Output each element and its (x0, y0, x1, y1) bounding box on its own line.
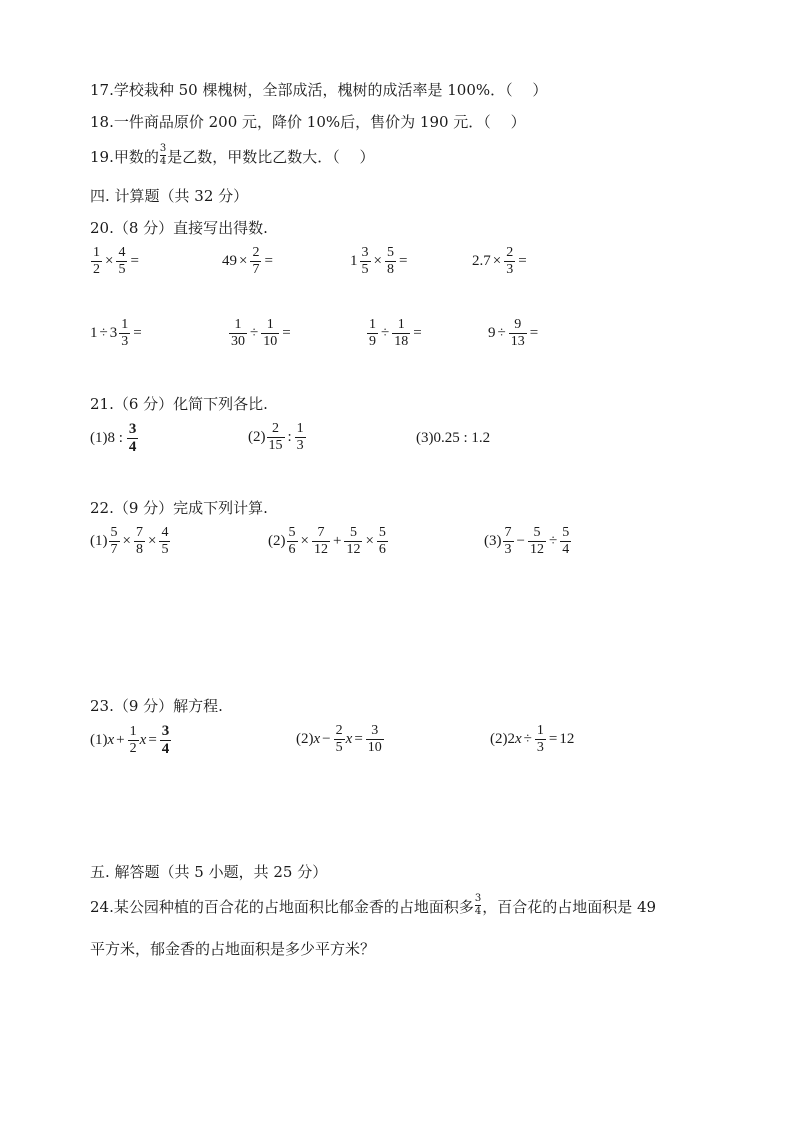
fraction (334, 724, 345, 755)
fraction-numerator: 2 (272, 421, 279, 436)
math-operator: × (122, 533, 131, 549)
math-operator: ÷ (523, 731, 532, 747)
math-token: (2)2 (490, 731, 515, 747)
fraction-denominator: 6 (288, 542, 296, 557)
q20-item-1 (90, 246, 141, 277)
q20-item-3 (350, 246, 409, 277)
q20-item-6 (228, 318, 293, 349)
math-operator: × (492, 253, 502, 269)
q21-part-1 (90, 422, 139, 455)
math-token: (2) (296, 731, 314, 747)
fraction-denominator: 4 (128, 439, 137, 455)
math-operator: × (373, 253, 382, 269)
question-24-suffix: ，百合花的占地面积是 49 (482, 897, 657, 916)
math-operator: ÷ (381, 325, 390, 341)
math-operator: = (413, 325, 422, 341)
fraction-denominator: 30 (231, 334, 245, 349)
math-token: (2) (248, 429, 266, 445)
math-operator: = (133, 325, 142, 341)
math-operator: ÷ (497, 325, 506, 341)
fraction-denominator: 3 (296, 438, 304, 453)
fraction (535, 724, 546, 755)
fraction (367, 318, 378, 349)
q20-item-4 (472, 246, 529, 277)
q20-item-8 (488, 318, 540, 349)
fraction (261, 318, 279, 349)
fraction-denominator: 10 (263, 334, 278, 349)
fraction-numerator: 3 (361, 245, 369, 260)
fraction (295, 422, 306, 453)
math-variable: x (139, 732, 147, 748)
fraction-numerator: 9 (514, 317, 522, 332)
question-22-title: 22.（9 分）完成下列计算. (90, 499, 268, 517)
fraction-numerator: 1 (397, 317, 405, 332)
fraction-denominator: 7 (252, 262, 260, 277)
fraction-denominator: 3 (506, 262, 514, 277)
math-operator: = (398, 253, 408, 269)
math-operator: = (354, 731, 363, 747)
fraction-numerator: 7 (317, 525, 325, 540)
fraction-numerator: 1 (369, 317, 376, 332)
fraction-denominator: 3 (504, 542, 512, 557)
question-17: 17.学校栽种 50 棵槐树，全部成活，槐树的成活率是 100%．（ ） (90, 81, 548, 99)
question-21-title: 21.（6 分）化简下列各比. (90, 395, 268, 413)
fraction-denominator: 2 (129, 741, 137, 756)
math-token: (1) (90, 533, 108, 549)
fraction (109, 526, 120, 557)
fraction (560, 526, 571, 557)
fraction-numerator: 3 (161, 723, 170, 739)
fraction-denominator: 12 (313, 542, 328, 557)
math-operator: = (548, 731, 558, 747)
fraction-numerator: 1 (121, 317, 129, 332)
question-20-title: 20.（8 分）直接写出得数. (90, 219, 268, 237)
math-token: (3)0.25 : 1.2 (416, 430, 491, 446)
math-operator: − (516, 533, 525, 549)
math-token: 1 (350, 253, 358, 269)
math-operator: × (365, 533, 374, 549)
fraction-numerator: 2 (252, 245, 260, 260)
math-token: 1 (90, 325, 98, 341)
fraction-denominator: 4 (562, 542, 570, 557)
math-operator: = (148, 732, 157, 748)
question-23-title: 23.（9 分）解方程. (90, 697, 223, 715)
fraction-numerator: 3 (371, 723, 379, 738)
question-19 (90, 145, 375, 168)
q22-part-2 (268, 526, 389, 557)
math-token: 9 (488, 325, 496, 341)
fraction (159, 526, 170, 557)
fraction-denominator: 4 (159, 156, 167, 167)
math-token: 3 (109, 325, 118, 341)
math-operator: − (322, 731, 331, 747)
fraction (344, 526, 362, 557)
math-token: (1) (90, 732, 108, 748)
fraction (385, 246, 396, 277)
math-token: 2.7 (472, 253, 491, 269)
math-operator: + (116, 732, 125, 748)
fraction (160, 724, 172, 757)
fraction-denominator: 15 (268, 438, 283, 453)
fraction-numerator: 7 (504, 525, 512, 540)
q21-part-2 (248, 422, 307, 453)
q23-part-3 (490, 724, 574, 755)
math-operator: = (264, 253, 273, 269)
fraction-denominator: 4 (474, 906, 482, 917)
fraction-denominator: 5 (361, 262, 369, 277)
fraction-denominator: 12 (529, 542, 544, 557)
fraction-numerator: 5 (349, 525, 357, 540)
fraction (116, 246, 127, 277)
fraction-denominator: 13 (510, 334, 525, 349)
question-18: 18.一件商品原价 200 元，降价 10%后，售价为 190 元．（ ） (90, 113, 526, 131)
fraction (392, 318, 410, 349)
question-19-prefix: 19.甲数的 (90, 147, 159, 166)
fraction-numerator: 3 (159, 143, 167, 154)
fraction-denominator: 18 (394, 334, 409, 349)
fraction-numerator: 5 (288, 525, 296, 540)
math-token: (3) (484, 533, 502, 549)
math-operator: = (282, 325, 291, 341)
fraction (377, 526, 388, 557)
fraction-denominator: 2 (93, 262, 100, 277)
math-token: (1)8 : (90, 430, 123, 446)
fraction-denominator: 12 (346, 542, 361, 557)
fraction-numerator: 2 (506, 245, 514, 260)
fraction (312, 526, 330, 557)
fraction-denominator: 7 (110, 542, 118, 557)
math-operator: × (300, 533, 309, 549)
fraction-numerator: 5 (562, 525, 570, 540)
fraction-denominator: 5 (161, 542, 169, 557)
q22-part-1 (90, 526, 171, 557)
fraction-numerator: 2 (335, 723, 343, 738)
fraction-numerator: 1 (93, 245, 100, 260)
math-operator: + (332, 533, 342, 549)
fraction-denominator: 3 (536, 740, 544, 755)
math-variable: x (345, 731, 353, 747)
q20-item-5 (90, 318, 144, 349)
q21-part-3 (416, 430, 490, 447)
q23-part-1 (90, 724, 172, 757)
fraction-numerator: 5 (533, 525, 541, 540)
fraction-numerator: 1 (234, 317, 242, 332)
math-variable: x (107, 732, 115, 748)
fraction-numerator: 3 (128, 421, 137, 437)
math-token: 49 (222, 253, 237, 269)
math-operator: = (518, 253, 527, 269)
fraction-numerator: 1 (129, 724, 137, 739)
math-operator: = (529, 325, 539, 341)
fraction (229, 318, 247, 349)
math-operator: : (287, 429, 292, 445)
fraction-numerator: 1 (536, 723, 544, 738)
q20-item-7 (366, 318, 424, 349)
fraction-denominator: 8 (386, 262, 394, 277)
section-4-heading: 四. 计算题（共 32 分） (90, 187, 249, 205)
fraction (528, 526, 546, 557)
fraction-denominator: 8 (135, 542, 143, 557)
q20-item-2 (222, 246, 275, 277)
fraction (504, 246, 515, 277)
question-19-suffix: 是乙数，甲数比乙数大．（ ） (167, 147, 375, 166)
q22-part-3 (484, 526, 572, 557)
fraction (503, 526, 514, 557)
q23-part-2 (296, 724, 385, 755)
math-operator: ÷ (548, 533, 558, 549)
fraction-denominator: 3 (121, 334, 129, 349)
fraction (250, 246, 261, 277)
fraction (287, 526, 298, 557)
fraction-denominator: 6 (378, 542, 386, 557)
fraction (509, 318, 527, 349)
fraction (91, 246, 102, 277)
question-24-line-2: 平方米，郁金香的占地面积是多少平方米？ (90, 940, 376, 958)
fraction-numerator: 7 (135, 525, 143, 540)
fraction-numerator: 4 (118, 245, 126, 260)
math-variable: x (313, 731, 321, 747)
fraction-numerator: 4 (161, 525, 169, 540)
fraction (360, 246, 371, 277)
fraction-numerator: 3 (474, 893, 482, 904)
fraction (366, 724, 384, 755)
fraction-numerator: 1 (296, 421, 304, 436)
fraction-denominator: 9 (369, 334, 376, 349)
math-token: (2) (268, 533, 286, 549)
fraction (134, 526, 145, 557)
question-19-fraction (160, 144, 166, 167)
fraction-numerator: 5 (386, 245, 394, 260)
fraction-numerator: 5 (378, 525, 386, 540)
math-operator: ÷ (250, 325, 259, 341)
fraction-denominator: 5 (118, 262, 126, 277)
fraction-denominator: 10 (367, 740, 382, 755)
section-5-heading: 五. 解答题（共 5 小题，共 25 分） (90, 863, 328, 881)
fraction-denominator: 4 (161, 741, 170, 757)
fraction (127, 422, 139, 455)
math-operator: ÷ (99, 325, 108, 341)
fraction-denominator: 5 (335, 740, 343, 755)
math-operator: = (130, 253, 139, 269)
question-24-line-1 (90, 895, 656, 918)
fraction (128, 725, 139, 756)
fraction (119, 318, 130, 349)
fraction-numerator: 5 (110, 525, 118, 540)
math-variable: x (515, 731, 522, 747)
question-24-fraction (475, 894, 481, 917)
question-24-prefix: 24.某公园种植的百合花的占地面积比郁金香的占地面积多 (90, 897, 474, 916)
math-operator: × (147, 533, 157, 549)
math-operator: × (105, 253, 114, 269)
fraction (267, 422, 285, 453)
math-token: 12 (559, 731, 575, 747)
fraction-numerator: 1 (266, 317, 274, 332)
math-operator: × (239, 253, 248, 269)
